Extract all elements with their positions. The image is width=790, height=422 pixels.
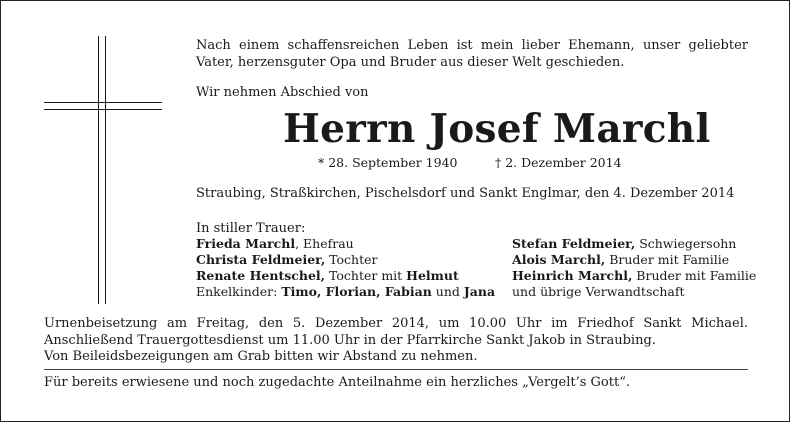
death-date: † 2. Dezember 2014 (495, 155, 622, 170)
grandchild-name: Jana (463, 284, 496, 299)
birth-date: * 28. September 1940 (318, 155, 458, 170)
mourner-name: Stefan Feldmeier, (512, 236, 636, 251)
mourner-relation: Bruder mit Familie (632, 268, 757, 283)
mourner-name: Heinrich Marchl, (512, 268, 633, 283)
burial-info: Urnenbeisetzung am Freitag, den 5. Dezember 2014, um 10.00 Uhr im Friedhof Sankt Michael. Anschließend Trauergottesdienst um 11.00 Uhr in der Pfarrkirche Sankt Jakob in Straubing. (44, 316, 748, 348)
conjunction: und (431, 284, 464, 299)
mourner-relation: Schwiegersohn (635, 236, 737, 251)
mourner-entry (196, 236, 495, 252)
mourner-name: Alois Marchl, (512, 252, 606, 267)
mourner-name: Renate Hentschel, (196, 268, 326, 283)
mourner-entry (196, 284, 495, 300)
place-and-date: Straubing, Straßkirchen, Pischelsdorf und Sankt Englmar, den 4. Dezember 2014 (196, 186, 735, 201)
cross-horizontal-line (44, 102, 162, 103)
cross-vertical-line (105, 36, 106, 304)
mourner-name: Christa Feldmeier, (196, 252, 326, 267)
mourner-relation: Bruder mit Familie (605, 252, 730, 267)
intro-text: Nach einem schaffensreichen Leben ist mein lieber Ehemann, unser geliebter Vater, herzensguter Opa und Bruder aus dieser Welt geschieden. (196, 38, 748, 70)
mourning-label: In stiller Trauer: (196, 221, 306, 236)
mourner-entry (512, 252, 756, 268)
grandchildren-names: Timo, Florian, Fabian (281, 284, 432, 299)
mourner-entry (512, 268, 756, 284)
condolence-request: Von Beileidsbezeigungen am Grab bitten wir Abstand zu nehmen. (44, 349, 478, 364)
farewell-line: Wir nehmen Abschied von (196, 85, 369, 100)
mourner-entry (512, 284, 756, 300)
mourner-partner-name: Helmut (406, 268, 459, 283)
cross-icon (44, 36, 164, 306)
divider (44, 369, 748, 370)
cross-vertical-line (98, 36, 99, 304)
other-relatives: und übrige Verwandtschaft (512, 284, 685, 299)
mourners-right-column (512, 236, 756, 300)
mourner-relation: Tochter (325, 252, 378, 267)
thanks-line: Für bereits erwiesene und noch zugedachte Anteilnahme ein herzliches „Vergelt’s Gott“. (44, 375, 630, 390)
mourner-name: Frieda Marchl (196, 236, 296, 251)
mourner-relation: , Ehefrau (295, 236, 354, 251)
mourner-entry (512, 236, 756, 252)
mourner-relation: Tochter mit (325, 268, 407, 283)
grandchildren-label: Enkelkinder: (196, 284, 282, 299)
mourners-left-column (196, 236, 495, 300)
cross-horizontal-line (44, 109, 162, 110)
mourner-entry (196, 268, 495, 284)
deceased-name: Herrn Josef Marchl (283, 106, 711, 152)
mourner-entry (196, 252, 495, 268)
